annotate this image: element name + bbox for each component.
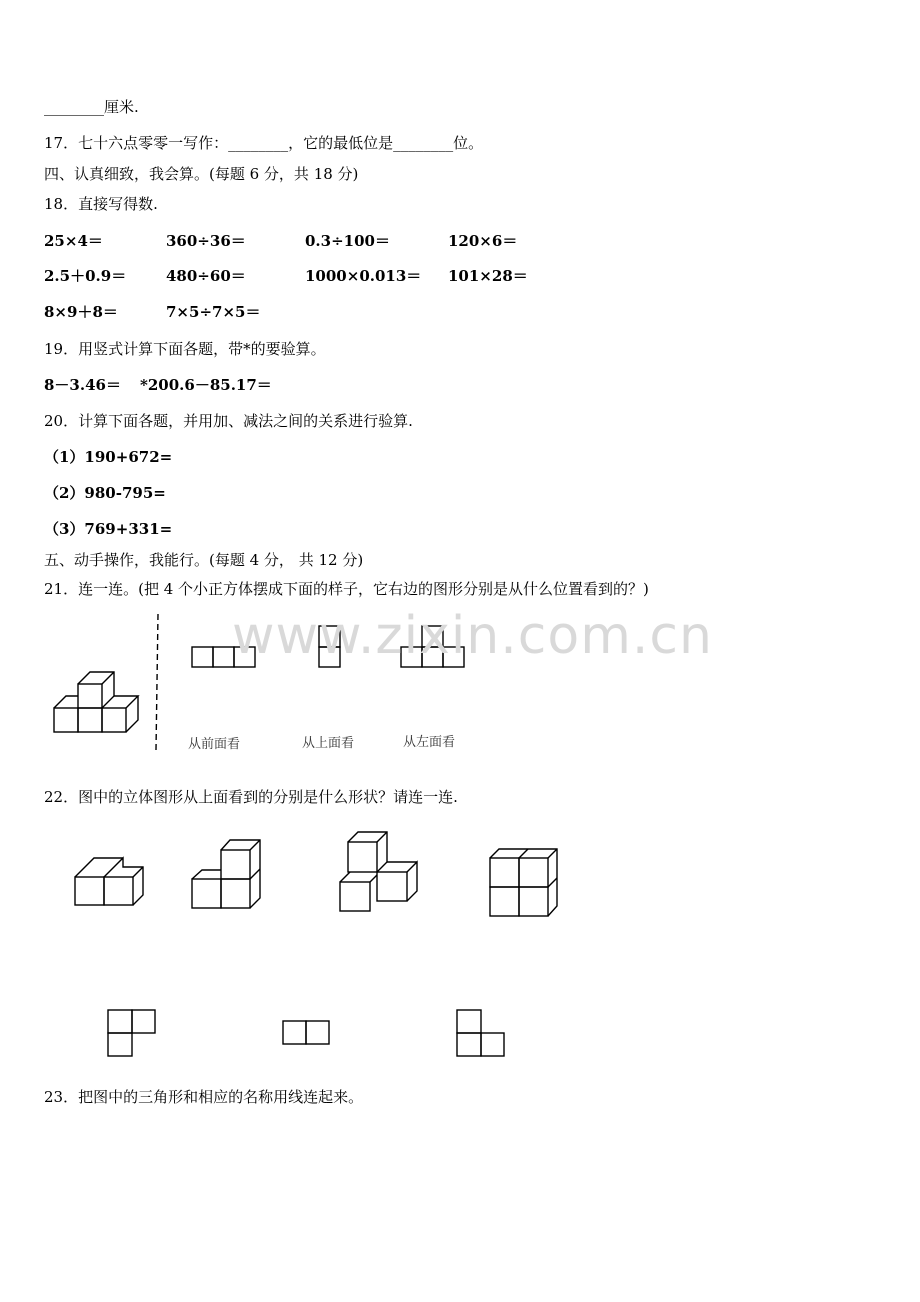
q20: 20．计算下面各题，并用加、减法之间的关系进行验算.: [44, 412, 413, 430]
q18-item: 120×6＝: [448, 232, 518, 250]
solid-2-icon: [192, 840, 260, 908]
q22-top-views: [100, 1000, 520, 1064]
top-view-l-rev-icon: [457, 1010, 504, 1056]
top-view-pair-icon: [283, 1021, 329, 1044]
divider-dashed-line: [156, 614, 158, 750]
q21-cube-stack: [54, 672, 138, 732]
top-view-l-icon: [108, 1010, 155, 1056]
q20-item: （3）769+331=: [44, 520, 173, 538]
q18-item: 7×5÷7×5＝: [166, 303, 261, 321]
q18-item: 101×28＝: [448, 267, 528, 285]
watermark: www.zixin.com.cn: [232, 606, 713, 666]
q16-tail: ________厘米.: [44, 98, 139, 116]
q22-solids: [60, 820, 580, 930]
caption-left: 从左面看: [403, 735, 456, 750]
section-4-title: 四、认真细致，我会算。(每题 6 分，共 18 分): [44, 165, 359, 183]
q17: 17．七十六点零零一写作：________，它的最低位是________位。: [44, 134, 484, 152]
q20-item: （1）190+672=: [44, 448, 173, 466]
q20-item: （2）980-795=: [44, 484, 166, 502]
q18: 18．直接写得数.: [44, 195, 158, 213]
caption-top: 从上面看: [302, 736, 355, 751]
q18-item: 0.3÷100＝: [305, 232, 390, 250]
q18-item: 25×4＝: [44, 232, 103, 250]
q19: 19．用竖式计算下面各题，带*的要验算。: [44, 340, 326, 358]
solid-3-icon: [340, 832, 417, 911]
q21: 21．连一连。(把 4 个小正方体摆成下面的样子，它右边的图形分别是从什么位置看到的？): [44, 580, 649, 598]
q19-item: *200.6－85.17＝: [140, 376, 272, 394]
section-5-title: 五、动手操作，我能行。(每题 4 分， 共 12 分): [44, 551, 364, 569]
q18-item: 1000×0.013＝: [305, 267, 422, 285]
solid-4-icon: [490, 849, 557, 916]
q18-item: 480÷60＝: [166, 267, 246, 285]
caption-front: 从前面看: [188, 737, 241, 752]
q23: 23．把图中的三角形和相应的名称用线连起来。: [44, 1088, 364, 1106]
q18-item: 2.5＋0.9＝: [44, 267, 127, 285]
q18-item: 8×9＋8＝: [44, 303, 118, 321]
q18-item: 360÷36＝: [166, 232, 246, 250]
q22: 22．图中的立体图形从上面看到的分别是什么形状？请连一连.: [44, 788, 458, 806]
solid-1-icon: [75, 858, 143, 905]
q19-item: 8－3.46＝: [44, 376, 121, 394]
